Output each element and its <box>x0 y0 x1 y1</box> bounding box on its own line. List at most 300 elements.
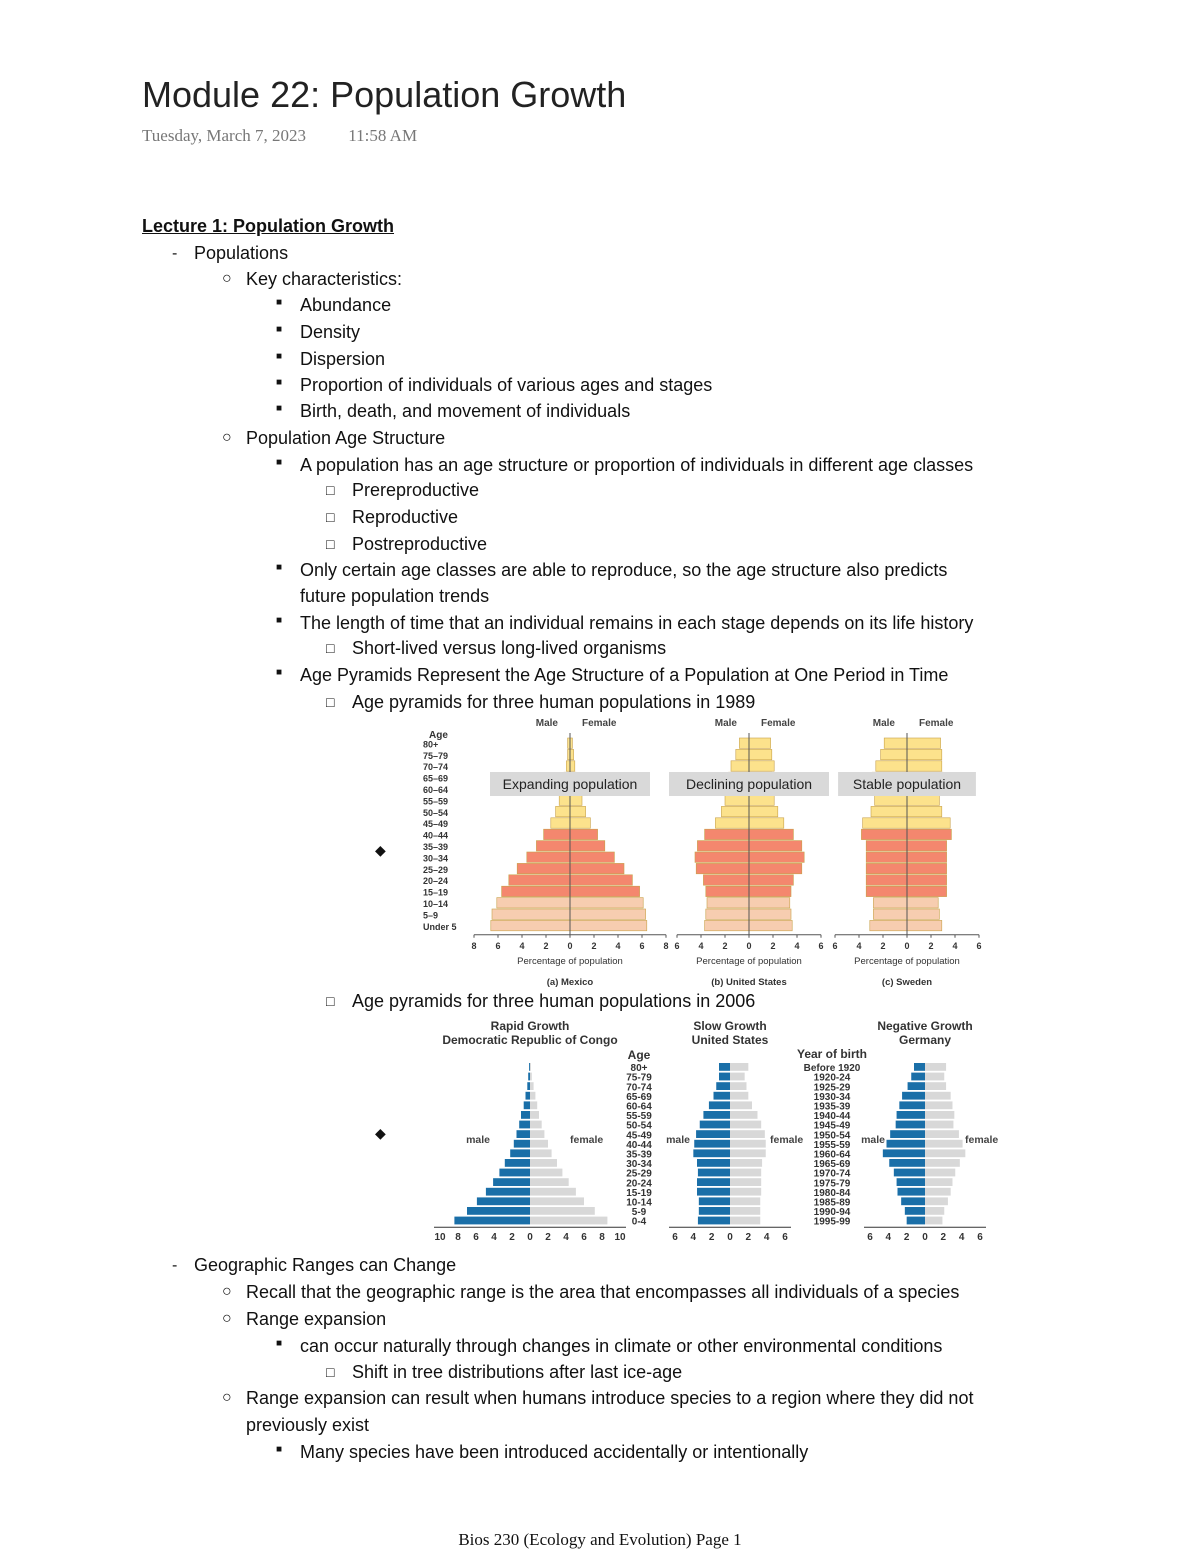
male-bar <box>731 761 749 771</box>
female-bar <box>530 1197 584 1205</box>
male-bar <box>536 841 570 851</box>
female-bar <box>907 909 939 919</box>
male-bar <box>739 738 749 748</box>
annotation-label: Expanding population <box>502 776 638 792</box>
note-can-occur: can occur naturally through changes in climate or other environmental conditions <box>300 1336 943 1356</box>
male-bar <box>881 749 907 759</box>
birth-year-label: 1925-29 <box>813 1082 851 1094</box>
male-label: Male <box>872 718 895 729</box>
age-tick-label: 45–49 <box>423 819 449 830</box>
panel-country: Germany <box>898 1033 952 1047</box>
x-tick-label: 4 <box>491 1232 497 1244</box>
note-age-structure-def: A population has an age structure or proportion of individuals in different age classes <box>300 455 974 475</box>
male-label: male <box>861 1133 885 1146</box>
age-tick-label: 20-24 <box>626 1178 652 1190</box>
x-tick-label: 4 <box>794 940 800 951</box>
note-short-long: Short-lived versus long-lived organisms <box>352 638 667 658</box>
female-bar <box>730 1063 748 1071</box>
note-abundance: Abundance <box>300 295 392 315</box>
note-postreproductive: Postreproductive <box>352 534 488 554</box>
female-bar <box>925 1207 944 1215</box>
birth-year-label: 1960-64 <box>813 1149 851 1161</box>
male-bar <box>467 1207 530 1215</box>
female-bar <box>730 1188 761 1196</box>
male-bar <box>908 1082 925 1090</box>
age-tick-label: 65–69 <box>423 773 449 784</box>
female-label: female <box>770 1133 804 1146</box>
dash-bullet-icon: - <box>172 245 178 262</box>
female-bar <box>925 1092 951 1100</box>
male-bar <box>897 1111 925 1119</box>
age-tick-label: 80+ <box>630 1063 648 1075</box>
note-populations: Populations <box>194 243 289 263</box>
square-bullet-icon: ■ <box>276 615 283 626</box>
male-bar <box>887 1140 926 1148</box>
x-tick-label: 4 <box>952 940 958 951</box>
male-bar <box>866 852 907 862</box>
x-tick-label: 4 <box>698 940 704 951</box>
female-bar <box>730 1159 762 1167</box>
annotation-label: Stable population <box>852 776 962 792</box>
age-tick-label: 30–34 <box>423 853 449 864</box>
birth-year-label: 1945-49 <box>813 1120 851 1132</box>
male-bar <box>699 1207 730 1215</box>
male-bar <box>721 806 749 816</box>
x-tick-label: 6 <box>832 940 838 951</box>
male-bar <box>705 829 749 839</box>
male-bar <box>698 1217 730 1225</box>
male-label: Male <box>535 718 558 729</box>
age-tick-label: 5–9 <box>423 910 439 921</box>
square-bullet-icon: ■ <box>276 351 283 362</box>
page-title: Module 22: Population Growth <box>142 74 627 115</box>
female-bar <box>570 818 590 828</box>
square-bullet-icon: ■ <box>276 562 283 573</box>
male-bar <box>719 1063 730 1071</box>
female-bar <box>730 1149 766 1157</box>
age-tick-label: 50–54 <box>423 807 449 818</box>
male-bar <box>477 1197 530 1205</box>
female-bar <box>530 1217 607 1225</box>
birth-year-label: 1955-59 <box>813 1139 851 1151</box>
dash-bullet-icon: - <box>172 1257 178 1274</box>
female-bar <box>530 1111 539 1119</box>
male-bar <box>497 898 570 908</box>
male-bar <box>697 1159 730 1167</box>
male-bar <box>697 1178 730 1186</box>
age-tick-label: 25-29 <box>626 1168 652 1180</box>
note-density: Density <box>300 322 361 342</box>
age-tick-label: 10-14 <box>626 1197 652 1209</box>
male-bar <box>526 1092 531 1100</box>
female-bar <box>749 818 784 828</box>
male-bar <box>871 806 907 816</box>
male-bar <box>897 1178 925 1186</box>
female-label: Female <box>919 718 954 729</box>
male-bar <box>505 1159 530 1167</box>
birth-year-label: 1950-54 <box>813 1130 851 1142</box>
male-bar <box>894 1169 925 1177</box>
female-bar <box>907 852 947 862</box>
female-bar <box>907 818 950 828</box>
female-bar <box>730 1101 752 1109</box>
age-tick-label: 75–79 <box>423 750 449 761</box>
male-bar <box>914 1063 925 1071</box>
square-bullet-icon: ■ <box>276 1444 283 1455</box>
birth-year-label: 1970-74 <box>813 1168 851 1180</box>
age-axis-title: Age <box>627 1048 651 1062</box>
birth-year-label: 1980-84 <box>813 1187 851 1199</box>
age-tick-label: 40–44 <box>423 830 449 841</box>
male-bar <box>493 1178 530 1186</box>
female-bar <box>570 863 624 873</box>
male-label: Male <box>714 718 737 729</box>
female-bar <box>530 1063 531 1071</box>
male-bar <box>863 818 907 828</box>
page-meta <box>142 126 455 146</box>
age-tick-label: 5-9 <box>631 1207 647 1219</box>
birth-axis-title: Year of birth <box>796 1047 868 1061</box>
age-tick-label: 60-64 <box>626 1101 652 1113</box>
female-bar <box>530 1169 562 1177</box>
female-bar <box>530 1188 576 1196</box>
male-bar <box>528 1073 530 1081</box>
female-bar <box>925 1111 954 1119</box>
female-bar <box>730 1073 745 1081</box>
age-tick-label: 80+ <box>423 739 439 750</box>
male-bar <box>510 1149 530 1157</box>
male-bar <box>502 886 570 896</box>
hollow-square-bullet-icon: □ <box>326 640 335 656</box>
male-bar <box>519 1121 530 1129</box>
birth-year-label: 1930-34 <box>813 1091 851 1103</box>
female-bar <box>530 1149 552 1157</box>
female-bar <box>570 749 574 759</box>
female-bar <box>570 886 640 896</box>
male-bar <box>521 1111 530 1119</box>
female-bar <box>907 886 947 896</box>
panel-caption: (c) Sweden <box>881 976 933 988</box>
x-tick-label: 6 <box>473 1232 479 1244</box>
male-bar <box>529 1063 530 1071</box>
female-bar <box>530 1092 535 1100</box>
x-tick-label: 2 <box>903 1232 910 1244</box>
male-bar <box>454 1217 530 1225</box>
male-bar <box>527 852 570 862</box>
x-tick-label: 4 <box>958 1232 965 1244</box>
male-bar <box>706 909 749 919</box>
male-bar <box>699 1197 730 1205</box>
age-tick-label: 50-54 <box>626 1120 652 1132</box>
male-bar <box>491 920 570 930</box>
male-bar <box>697 841 749 851</box>
female-bar <box>925 1121 953 1129</box>
note-humans-intro-2: previously exist <box>246 1415 370 1435</box>
female-bar <box>530 1207 595 1215</box>
age-tick-label: 45-49 <box>626 1130 652 1142</box>
x-tick-label: 2 <box>509 1232 515 1244</box>
age-tick-label: 15–19 <box>423 887 449 898</box>
male-bar <box>551 818 570 828</box>
x-tick-label: 6 <box>818 940 824 951</box>
male-bar <box>703 875 749 885</box>
female-bar <box>749 806 778 816</box>
male-bar <box>544 829 570 839</box>
female-bar <box>749 909 791 919</box>
female-bar <box>730 1140 766 1148</box>
hollow-square-bullet-icon: □ <box>326 1364 335 1380</box>
male-bar <box>883 1149 925 1157</box>
x-tick-label: 6 <box>672 1232 678 1244</box>
female-bar <box>749 898 790 908</box>
female-bar <box>925 1073 944 1081</box>
panel-title: Negative Growth <box>877 1019 973 1033</box>
female-bar <box>730 1207 760 1215</box>
female-bar <box>749 738 771 748</box>
female-bar <box>570 761 575 771</box>
x-tick-label: 4 <box>763 1232 770 1244</box>
male-bar <box>902 1092 925 1100</box>
female-label: Female <box>761 718 796 729</box>
age-tick-label: 60–64 <box>423 785 449 795</box>
lecture-heading: Lecture 1: Population Growth <box>142 216 395 236</box>
age-pyramids-1989-figure <box>415 712 990 992</box>
birth-year-label: 1920-24 <box>813 1072 851 1084</box>
male-bar <box>898 1188 926 1196</box>
x-tick-label: 10 <box>434 1232 446 1244</box>
hollow-square-bullet-icon: □ <box>326 482 335 498</box>
diamond-bullet-icon: ◆ <box>375 1125 386 1141</box>
female-bar <box>570 920 647 930</box>
age-tick-label: 15-19 <box>626 1187 652 1199</box>
female-bar <box>925 1149 965 1157</box>
male-bar <box>707 898 749 908</box>
note-humans-intro-1: Range expansion can result when humans introduce species to a region where they did not <box>246 1388 974 1408</box>
note-only-certain-1: Only certain age classes are able to reproduce, so the age structure also predicts <box>300 560 948 580</box>
male-bar <box>703 1111 730 1119</box>
x-tick-label: 0 <box>527 1232 533 1244</box>
page-date: Tuesday, March 7, 2023 <box>142 126 307 145</box>
female-bar <box>730 1178 761 1186</box>
female-bar <box>570 852 614 862</box>
panel-country: Democratic Republic of Congo <box>442 1033 618 1047</box>
female-bar <box>530 1121 542 1129</box>
female-bar <box>570 806 586 816</box>
panel-caption: (a) Mexico <box>546 976 594 988</box>
male-bar <box>706 886 749 896</box>
male-bar <box>524 1101 530 1109</box>
male-bar <box>486 1188 530 1196</box>
age-tick-label: Under 5 <box>423 921 457 932</box>
male-bar <box>866 886 907 896</box>
x-tick-label: 10 <box>614 1232 626 1244</box>
female-bar <box>907 863 947 873</box>
panel-country: United States <box>691 1033 769 1047</box>
x-tick-label: 8 <box>455 1232 461 1244</box>
square-bullet-icon: ■ <box>276 1338 283 1349</box>
page-time: 11:58 AM <box>348 126 418 145</box>
x-tick-label: 0 <box>567 940 573 951</box>
x-tick-label: 2 <box>708 1232 715 1244</box>
birth-year-label: 1985-89 <box>813 1197 851 1209</box>
age-tick-label: 75-79 <box>626 1072 652 1084</box>
note-range-expansion: Range expansion <box>246 1309 387 1329</box>
female-bar <box>925 1130 959 1138</box>
female-bar <box>570 829 598 839</box>
hollow-square-bullet-icon: □ <box>326 536 335 552</box>
male-bar <box>873 909 907 919</box>
birth-year-label: 1990-94 <box>813 1207 851 1219</box>
note-only-certain-2: future population trends <box>300 586 490 606</box>
x-tick-label: 4 <box>615 940 621 951</box>
female-bar <box>730 1197 760 1205</box>
birth-year-label: 1995-99 <box>813 1216 851 1228</box>
x-tick-label: 2 <box>722 940 728 951</box>
x-tick-label: 0 <box>746 940 752 951</box>
female-bar <box>907 749 942 759</box>
male-bar <box>697 1188 730 1196</box>
male-bar <box>875 795 907 805</box>
x-tick-label: 2 <box>770 940 776 951</box>
female-bar <box>907 795 939 805</box>
male-bar <box>693 1149 730 1157</box>
x-tick-label: 6 <box>867 1232 873 1244</box>
male-bar <box>514 1140 530 1148</box>
female-bar <box>749 852 804 862</box>
male-bar <box>696 1130 730 1138</box>
female-bar <box>730 1082 747 1090</box>
square-bullet-icon: ■ <box>276 297 283 308</box>
birth-year-label: 1965-69 <box>813 1159 851 1171</box>
age-tick-label: 40-44 <box>626 1139 652 1151</box>
age-tick-label: 25–29 <box>423 864 449 875</box>
birth-year-label: 1975-79 <box>813 1178 851 1190</box>
birth-year-label: Before 1920 <box>803 1063 861 1075</box>
birth-year-label: 1940-44 <box>813 1111 851 1123</box>
male-bar <box>715 818 749 828</box>
x-tick-label: 8 <box>663 940 669 951</box>
female-bar <box>730 1121 761 1129</box>
female-bar <box>530 1082 534 1090</box>
male-bar <box>890 1130 925 1138</box>
female-bar <box>925 1197 948 1205</box>
female-bar <box>570 909 646 919</box>
female-bar <box>730 1217 760 1225</box>
panel-caption: (b) United States <box>711 976 787 988</box>
note-key-characteristics: Key characteristics: <box>246 269 403 289</box>
circle-bullet-icon: ○ <box>222 1389 232 1406</box>
circle-bullet-icon: ○ <box>222 270 232 287</box>
hollow-square-bullet-icon: □ <box>326 993 335 1009</box>
birth-year-label: 1935-39 <box>813 1101 851 1113</box>
age-tick-label: 70–74 <box>423 762 449 773</box>
female-bar <box>749 829 793 839</box>
male-label: male <box>466 1133 490 1146</box>
male-bar <box>556 806 570 816</box>
panel-title: Slow Growth <box>693 1019 767 1033</box>
female-bar <box>570 841 605 851</box>
note-birth-death: Birth, death, and movement of individuals <box>300 401 631 421</box>
note-prereproductive: Prereproductive <box>352 480 480 500</box>
x-tick-label: 2 <box>591 940 597 951</box>
x-tick-label: 6 <box>495 940 501 951</box>
x-tick-label: 2 <box>880 940 886 951</box>
female-bar <box>730 1092 748 1100</box>
female-bar <box>530 1073 532 1081</box>
male-bar <box>714 1092 731 1100</box>
panel-title: Rapid Growth <box>490 1019 570 1033</box>
male-bar <box>896 1121 925 1129</box>
male-bar <box>736 749 749 759</box>
note-dispersion: Dispersion <box>300 349 386 369</box>
male-bar <box>866 875 907 885</box>
female-bar <box>907 761 942 771</box>
male-bar <box>899 1101 925 1109</box>
female-bar <box>925 1140 963 1148</box>
female-bar <box>925 1169 955 1177</box>
x-tick-label: 2 <box>928 940 934 951</box>
female-bar <box>925 1188 951 1196</box>
female-bar <box>907 738 941 748</box>
x-tick-label: 6 <box>977 1232 983 1244</box>
female-bar <box>730 1130 765 1138</box>
female-bar <box>907 920 942 930</box>
male-bar <box>517 1130 531 1138</box>
male-bar <box>499 1169 530 1177</box>
female-bar <box>530 1159 557 1167</box>
female-bar <box>730 1169 761 1177</box>
male-bar <box>509 875 570 885</box>
note-geo-ranges: Geographic Ranges can Change <box>194 1255 457 1275</box>
age-pyramids-2006-figure <box>425 1014 1000 1249</box>
age-tick-label: 65-69 <box>626 1091 652 1103</box>
male-bar <box>559 795 570 805</box>
note-length-of-time: The length of time that an individual remains in each stage depends on its life history <box>300 613 974 633</box>
x-tick-label: 6 <box>639 940 645 951</box>
female-bar <box>907 806 942 816</box>
note-reproductive: Reproductive <box>352 507 459 527</box>
male-bar <box>901 1197 925 1205</box>
circle-bullet-icon: ○ <box>222 1283 232 1300</box>
male-bar <box>884 738 907 748</box>
female-bar <box>907 841 947 851</box>
age-tick-label: 55-59 <box>626 1111 652 1123</box>
x-tick-label: 2 <box>745 1232 752 1244</box>
x-tick-label: 8 <box>599 1232 605 1244</box>
female-bar <box>749 761 774 771</box>
x-tick-label: 6 <box>976 940 982 951</box>
x-axis-title: Percentage of population <box>696 955 802 967</box>
male-bar <box>698 1169 730 1177</box>
x-axis-title: Percentage of population <box>517 955 623 967</box>
female-bar <box>749 886 791 896</box>
age-tick-label: 35–39 <box>423 842 449 852</box>
male-bar <box>696 863 749 873</box>
female-bar <box>925 1082 946 1090</box>
female-bar <box>749 749 772 759</box>
circle-bullet-icon: ○ <box>222 1310 232 1327</box>
note-proportion: Proportion of individuals of various ages and stages <box>300 375 713 395</box>
male-bar <box>695 852 749 862</box>
female-bar <box>925 1063 946 1071</box>
diamond-bullet-icon: ◆ <box>375 842 386 858</box>
male-bar <box>905 1207 925 1215</box>
male-bar <box>709 1101 730 1109</box>
male-bar <box>870 920 907 930</box>
male-bar <box>866 841 907 851</box>
male-bar <box>866 863 907 873</box>
female-bar <box>925 1101 953 1109</box>
